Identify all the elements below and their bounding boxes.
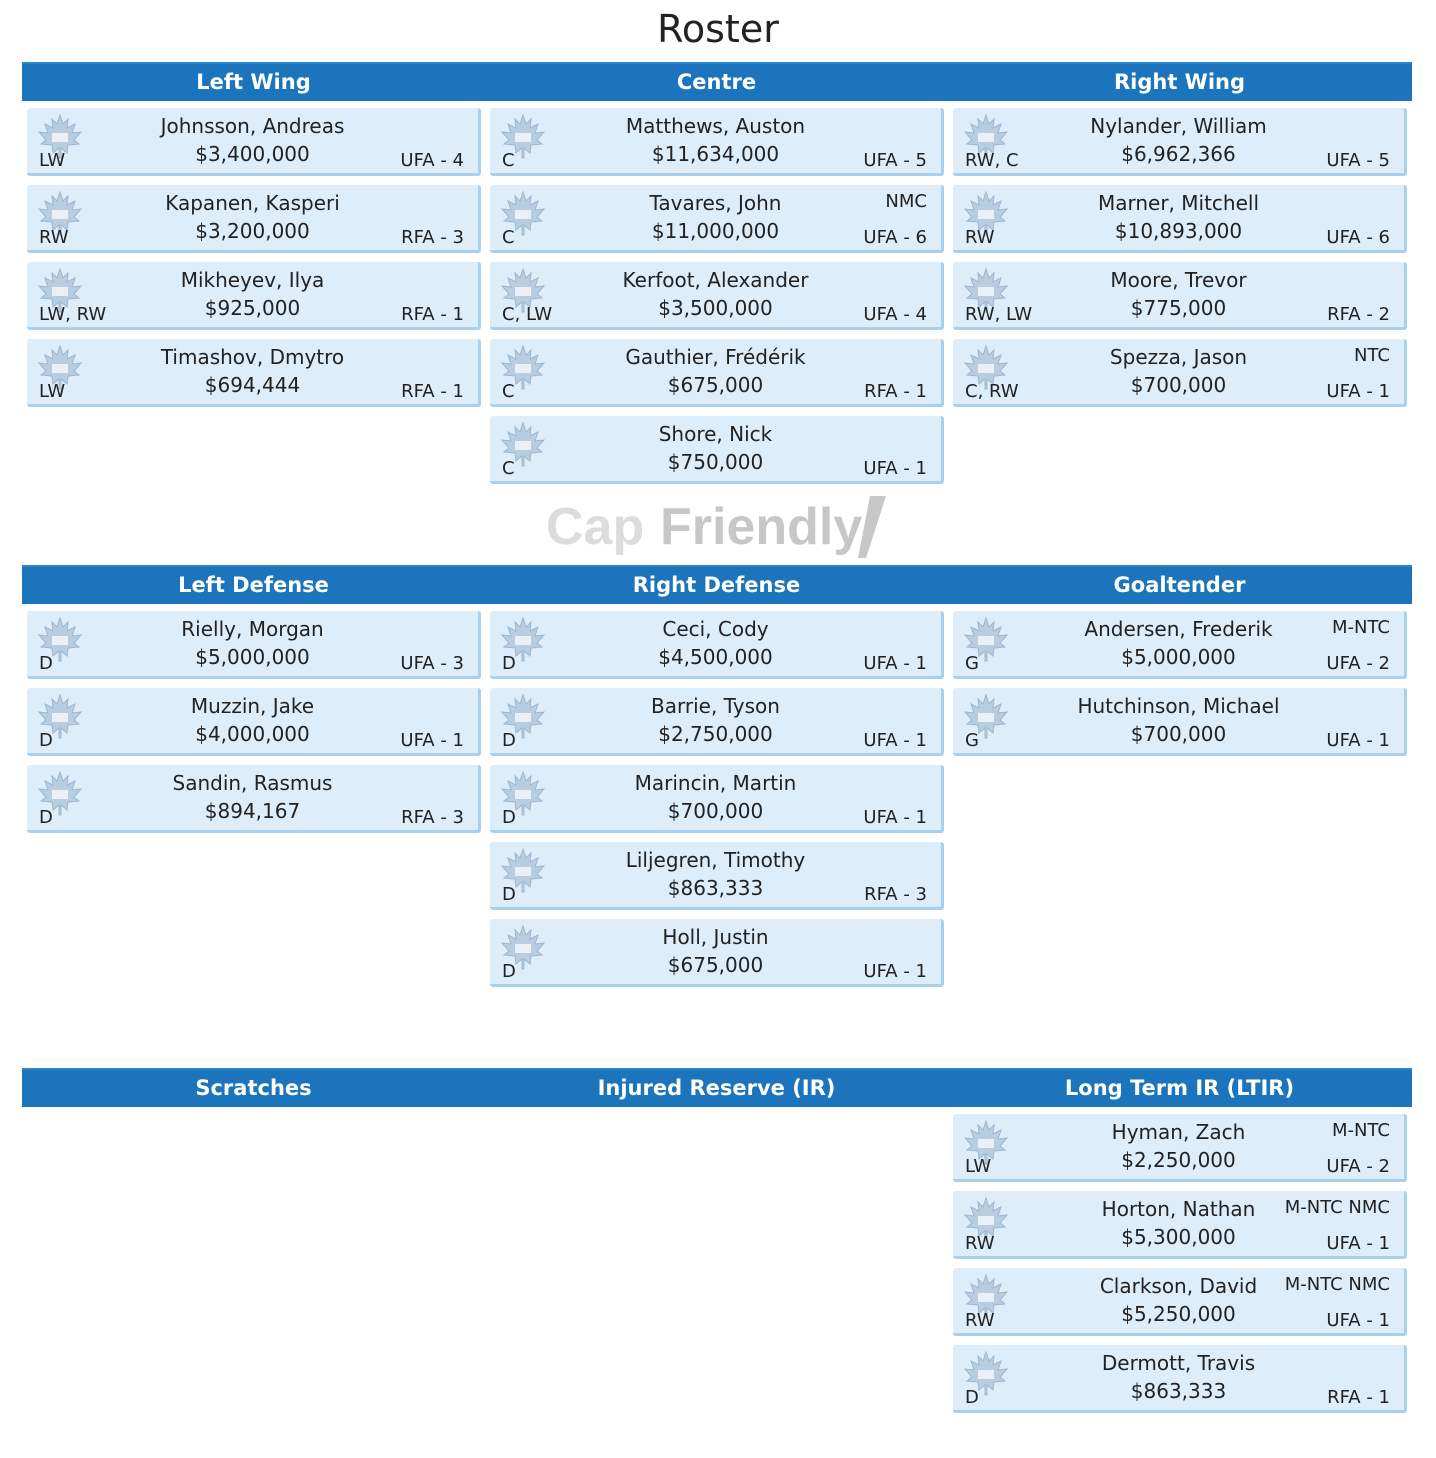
player-name[interactable]: Moore, Trevor xyxy=(1110,268,1247,292)
watermark-text-friendly: Friendly xyxy=(660,498,863,556)
player-name[interactable]: Sandin, Rasmus xyxy=(172,771,333,795)
contract-status: RFA - 3 xyxy=(401,227,464,248)
player-name[interactable]: Liljegren, Timothy xyxy=(625,848,806,872)
player-salary: $10,893,000 xyxy=(1114,219,1243,243)
contract-status: UFA - 2 xyxy=(1326,1156,1390,1177)
player-salary: $4,000,000 xyxy=(195,722,310,746)
player-card[interactable] xyxy=(953,1114,1407,1182)
contract-status: UFA - 4 xyxy=(400,150,464,171)
header-left-wing[interactable]: Left Wing xyxy=(196,70,311,94)
header-goaltender[interactable]: Goaltender xyxy=(1113,573,1246,597)
header-long-term-ir[interactable]: Long Term IR (LTIR) xyxy=(1064,1076,1295,1100)
contract-clause: M-NTC xyxy=(1332,1120,1390,1141)
contract-clause: M-NTC xyxy=(1332,617,1390,638)
player-card[interactable] xyxy=(953,688,1407,756)
player-name[interactable]: Rielly, Morgan xyxy=(181,617,324,641)
player-salary: $750,000 xyxy=(667,450,764,474)
player-name[interactable]: Clarkson, David xyxy=(1099,1274,1258,1298)
contract-status: UFA - 1 xyxy=(863,807,927,828)
player-card[interactable] xyxy=(27,108,481,176)
player-position: C, RW xyxy=(965,381,1019,402)
player-position: C xyxy=(502,381,515,402)
player-card[interactable] xyxy=(953,1191,1407,1259)
player-name[interactable]: Hyman, Zach xyxy=(1111,1120,1246,1144)
player-position: D xyxy=(502,653,516,674)
contract-status: RFA - 1 xyxy=(401,304,464,325)
player-position: D xyxy=(965,1387,979,1408)
player-name[interactable]: Ceci, Cody xyxy=(662,617,769,641)
player-name[interactable]: Gauthier, Frédérik xyxy=(625,345,806,369)
player-salary: $775,000 xyxy=(1130,296,1227,320)
player-card[interactable] xyxy=(490,688,944,756)
player-position: C xyxy=(502,150,515,171)
player-salary: $5,000,000 xyxy=(1121,645,1236,669)
player-card[interactable] xyxy=(27,765,481,833)
player-card[interactable] xyxy=(953,108,1407,176)
header-left-defense[interactable]: Left Defense xyxy=(178,573,329,597)
header-injured-reserve[interactable]: Injured Reserve (IR) xyxy=(597,1076,836,1100)
contract-status: RFA - 2 xyxy=(1327,304,1390,325)
contract-status: RFA - 3 xyxy=(401,807,464,828)
player-salary: $3,500,000 xyxy=(658,296,773,320)
player-position: C, LW xyxy=(502,304,553,325)
contract-clause: NTC xyxy=(1354,345,1390,366)
player-name[interactable]: Mikheyev, Ilya xyxy=(180,268,325,292)
player-salary: $700,000 xyxy=(1130,722,1227,746)
player-name[interactable]: Shore, Nick xyxy=(658,422,773,446)
player-card[interactable] xyxy=(490,765,944,833)
contract-status: RFA - 3 xyxy=(864,884,927,905)
player-salary: $925,000 xyxy=(204,296,301,320)
contract-status: UFA - 1 xyxy=(863,730,927,751)
player-salary: $700,000 xyxy=(1130,373,1227,397)
contract-status: UFA - 1 xyxy=(1326,1310,1390,1331)
player-position: D xyxy=(39,653,53,674)
contract-status: UFA - 3 xyxy=(400,653,464,674)
player-salary: $675,000 xyxy=(667,953,764,977)
player-name[interactable]: Spezza, Jason xyxy=(1109,345,1248,369)
player-position: RW xyxy=(965,1233,995,1254)
watermark-text-cap: Cap xyxy=(546,498,645,556)
player-position: D xyxy=(39,730,53,751)
player-position: LW, RW xyxy=(39,304,107,325)
contract-status: UFA - 1 xyxy=(863,961,927,982)
player-card[interactable] xyxy=(490,185,944,253)
player-name[interactable]: Johnsson, Andreas xyxy=(160,114,345,138)
contract-status: UFA - 2 xyxy=(1326,653,1390,674)
player-card[interactable] xyxy=(27,688,481,756)
contract-status: UFA - 1 xyxy=(1326,381,1390,402)
contract-status: UFA - 4 xyxy=(863,304,927,325)
player-name[interactable]: Kerfoot, Alexander xyxy=(622,268,809,292)
player-salary: $894,167 xyxy=(204,799,301,823)
player-card[interactable] xyxy=(953,1268,1407,1336)
player-position: RW xyxy=(965,227,995,248)
player-salary: $5,250,000 xyxy=(1121,1302,1236,1326)
contract-status: UFA - 6 xyxy=(863,227,927,248)
player-card[interactable] xyxy=(27,339,481,407)
player-card[interactable] xyxy=(27,262,481,330)
player-card[interactable] xyxy=(953,611,1407,679)
player-salary: $5,000,000 xyxy=(195,645,310,669)
player-position: RW, C xyxy=(965,150,1019,171)
player-salary: $4,500,000 xyxy=(658,645,773,669)
player-name[interactable]: Muzzin, Jake xyxy=(190,694,315,718)
contract-status: RFA - 1 xyxy=(864,381,927,402)
player-position: D xyxy=(502,961,516,982)
player-card[interactable] xyxy=(953,262,1407,330)
player-card[interactable] xyxy=(953,339,1407,407)
player-salary: $863,333 xyxy=(1130,1379,1227,1403)
player-name[interactable]: Marincin, Martin xyxy=(634,771,797,795)
page-title: Roster xyxy=(657,7,779,51)
player-card[interactable] xyxy=(27,611,481,679)
player-position: G xyxy=(965,730,979,751)
player-position: LW xyxy=(965,1156,992,1177)
contract-status: RFA - 1 xyxy=(401,381,464,402)
player-position: G xyxy=(965,653,979,674)
player-card[interactable] xyxy=(490,416,944,484)
player-name[interactable]: Nylander, William xyxy=(1090,114,1267,138)
player-position: C xyxy=(502,227,515,248)
player-name[interactable]: Horton, Nathan xyxy=(1101,1197,1256,1221)
player-position: C xyxy=(502,458,515,479)
player-name[interactable]: Barrie, Tyson xyxy=(651,694,780,718)
player-salary: $700,000 xyxy=(667,799,764,823)
player-card[interactable] xyxy=(490,108,944,176)
contract-status: UFA - 1 xyxy=(863,653,927,674)
player-salary: $3,200,000 xyxy=(195,219,310,243)
player-position: RW xyxy=(965,1310,995,1331)
player-card[interactable] xyxy=(27,185,481,253)
player-salary: $863,333 xyxy=(667,876,764,900)
player-salary: $2,250,000 xyxy=(1121,1148,1236,1172)
contract-status: UFA - 1 xyxy=(400,730,464,751)
player-salary: $3,400,000 xyxy=(195,142,310,166)
contract-status: UFA - 5 xyxy=(863,150,927,171)
player-card[interactable] xyxy=(490,611,944,679)
player-position: D xyxy=(502,884,516,905)
capfriendly-watermark-logo xyxy=(540,490,900,562)
player-salary: $2,750,000 xyxy=(658,722,773,746)
player-name[interactable]: Andersen, Frederik xyxy=(1084,617,1273,641)
player-position: RW xyxy=(39,227,69,248)
player-salary: $694,444 xyxy=(204,373,301,397)
contract-status: UFA - 1 xyxy=(1326,1233,1390,1254)
section-header-defense xyxy=(22,565,1412,604)
player-name[interactable]: Dermott, Travis xyxy=(1101,1351,1256,1375)
player-position: LW xyxy=(39,150,66,171)
player-name[interactable]: Marner, Mitchell xyxy=(1097,191,1260,215)
player-name[interactable]: Timashov, Dmytro xyxy=(160,345,345,369)
player-card[interactable] xyxy=(490,262,944,330)
player-card[interactable] xyxy=(490,919,944,987)
player-salary: $11,634,000 xyxy=(651,142,780,166)
header-centre[interactable]: Centre xyxy=(676,70,757,94)
contract-status: UFA - 6 xyxy=(1326,227,1390,248)
player-name[interactable]: Hutchinson, Michael xyxy=(1077,694,1280,718)
player-card[interactable] xyxy=(953,185,1407,253)
player-card[interactable] xyxy=(490,842,944,910)
section-header-forwards xyxy=(22,62,1412,101)
player-name[interactable]: Matthews, Auston xyxy=(625,114,806,138)
contract-status: UFA - 1 xyxy=(1326,730,1390,751)
section-header-reserves xyxy=(22,1068,1412,1107)
player-position: RW, LW xyxy=(965,304,1033,325)
player-position: LW xyxy=(39,381,66,402)
player-position: D xyxy=(39,807,53,828)
player-position: D xyxy=(502,730,516,751)
player-card[interactable] xyxy=(490,339,944,407)
player-position: D xyxy=(502,807,516,828)
contract-status: UFA - 1 xyxy=(863,458,927,479)
contract-clause: NMC xyxy=(885,191,927,212)
contract-clause: M-NTC NMC xyxy=(1284,1197,1390,1218)
player-salary: $6,962,366 xyxy=(1121,142,1236,166)
contract-status: UFA - 5 xyxy=(1326,150,1390,171)
contract-clause: M-NTC NMC xyxy=(1284,1274,1390,1295)
player-name[interactable]: Tavares, John xyxy=(649,191,782,215)
player-salary: $11,000,000 xyxy=(651,219,780,243)
header-right-defense[interactable]: Right Defense xyxy=(632,573,801,597)
contract-status: RFA - 1 xyxy=(1327,1387,1390,1408)
player-salary: $5,300,000 xyxy=(1121,1225,1236,1249)
player-card[interactable] xyxy=(953,1345,1407,1413)
player-name[interactable]: Kapanen, Kasperi xyxy=(165,191,340,215)
player-name[interactable]: Holl, Justin xyxy=(662,925,769,949)
header-right-wing[interactable]: Right Wing xyxy=(1113,70,1246,94)
player-salary: $675,000 xyxy=(667,373,764,397)
header-scratches[interactable]: Scratches xyxy=(195,1076,312,1100)
